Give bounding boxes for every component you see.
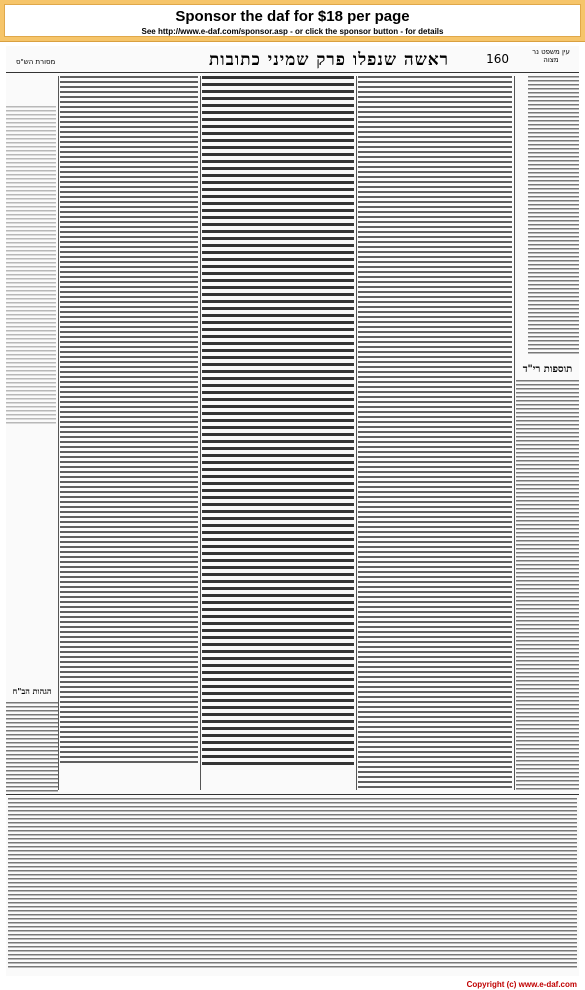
column-divider [356,76,357,790]
tosafot-rid-column [516,380,579,790]
bottom-commentary-block [8,798,577,970]
sponsor-banner[interactable] [0,0,585,42]
ein-mishpat-label: עין משפט נר מצוה [532,48,570,64]
commentary-left-column [60,76,198,766]
tosafot-rid-heading: תוספות רי"ד [516,364,579,375]
bottom-section-rule [6,794,579,795]
masoret-hashas-label: מסורת הש"ס [16,58,56,66]
page-footer [0,976,585,990]
running-title: ראשה שנפלו פרק שמיני כתובות [208,50,449,70]
hagahot-habach-column [6,702,58,792]
column-divider [58,76,59,790]
column-divider [514,76,515,790]
masoret-hashas-column [6,106,56,426]
gemara-main-text [202,76,354,766]
sponsor-title: Sponsor the daf for $18 per page [175,8,410,25]
hagahot-habach-heading: הגהות הב"ח [6,686,58,696]
page-header [6,50,579,72]
ein-mishpat-column [528,76,579,356]
copyright-link[interactable]: Copyright (c) www.e-daf.com [466,980,577,989]
column-divider [200,76,201,790]
sponsor-banner-box [4,4,581,37]
sponsor-subtitle[interactable]: See http://www.e-daf.com/sponsor.asp - or click the sponsor button - for details [141,27,444,36]
page-number: 160 [486,52,509,66]
talmud-page-scan [6,46,579,976]
commentary-right-column [358,76,512,790]
header-rule [6,72,579,73]
